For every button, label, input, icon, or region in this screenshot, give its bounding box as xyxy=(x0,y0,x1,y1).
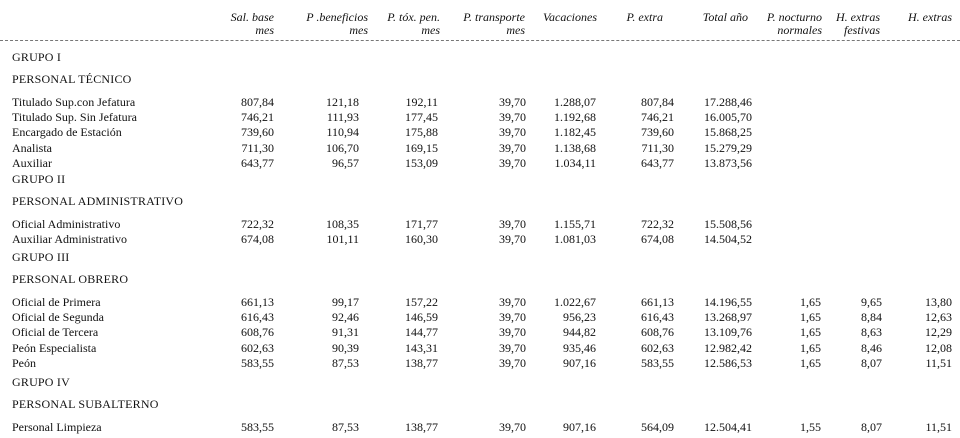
table-row xyxy=(0,141,960,155)
column-header-line1: P. transporte xyxy=(463,10,525,24)
value-cell: 16.005,70 xyxy=(704,110,752,125)
value-cell: 39,70 xyxy=(499,310,526,325)
value-cell: 1.138,68 xyxy=(554,140,596,155)
value-cell: 101,11 xyxy=(326,232,359,247)
value-cell: 39,70 xyxy=(499,140,526,155)
value-cell: 14.196,55 xyxy=(704,295,752,309)
value-cell: 661,13 xyxy=(641,295,674,309)
value-cell: 807,84 xyxy=(241,95,274,109)
value-cell: 39,70 xyxy=(499,217,526,231)
table-row xyxy=(0,341,960,355)
table-row xyxy=(0,95,960,109)
value-cell: 1,65 xyxy=(800,325,821,340)
value-cell: 111,93 xyxy=(326,110,359,125)
value-cell: 144,77 xyxy=(405,325,438,340)
value-cell: 96,57 xyxy=(332,155,359,170)
value-cell: 661,13 xyxy=(241,295,274,309)
value-cell: 807,84 xyxy=(641,95,674,109)
value-cell: 722,32 xyxy=(241,217,274,231)
job-title-cell: Oficial Administrativo xyxy=(12,217,121,231)
job-title-cell: Titulado Sup.con Jefatura xyxy=(12,95,136,109)
column-header xyxy=(231,11,274,37)
value-cell: 674,08 xyxy=(241,232,274,247)
table-row xyxy=(0,125,960,139)
category-heading: PERSONAL SUBALTERNO xyxy=(12,397,159,411)
value-cell: 13,80 xyxy=(925,295,952,309)
header-divider xyxy=(0,40,960,41)
value-cell: 87,53 xyxy=(332,420,359,434)
value-cell: 583,55 xyxy=(241,420,274,434)
group-heading: GRUPO II xyxy=(12,172,66,186)
value-cell: 160,30 xyxy=(405,232,438,247)
value-cell: 602,63 xyxy=(641,340,674,355)
table-row xyxy=(0,295,960,309)
value-cell: 1.034,11 xyxy=(554,155,596,170)
column-header-line1: P. extra xyxy=(626,10,663,24)
value-cell: 39,70 xyxy=(499,125,526,140)
group-heading: GRUPO I xyxy=(12,50,62,64)
value-cell: 1,65 xyxy=(800,310,821,325)
job-title-cell: Auxiliar Administrativo xyxy=(12,232,127,247)
column-header-line2: mes xyxy=(255,23,274,37)
value-cell: 608,76 xyxy=(241,325,274,340)
value-cell: 157,22 xyxy=(405,295,438,309)
value-cell: 643,77 xyxy=(241,155,274,170)
value-cell: 15.279,29 xyxy=(704,140,752,155)
value-cell: 8,46 xyxy=(861,340,882,355)
column-header-line1: P .beneficios xyxy=(306,10,368,24)
value-cell: 1.022,67 xyxy=(554,295,596,309)
value-cell: 138,77 xyxy=(405,420,438,434)
value-cell: 121,18 xyxy=(326,95,359,109)
value-cell: 13.268,97 xyxy=(704,310,752,325)
column-header xyxy=(627,11,663,24)
column-header-line1: H. extras xyxy=(908,10,952,24)
table-row xyxy=(0,217,960,231)
value-cell: 8,63 xyxy=(861,325,882,340)
category-heading: PERSONAL OBRERO xyxy=(12,272,129,286)
value-cell: 739,60 xyxy=(641,125,674,140)
column-header xyxy=(387,11,440,37)
job-title-cell: Oficial de Tercera xyxy=(12,325,99,340)
value-cell: 711,30 xyxy=(641,140,674,155)
job-title-cell: Personal Limpieza xyxy=(12,420,102,434)
value-cell: 12.586,53 xyxy=(704,355,752,370)
value-cell: 746,21 xyxy=(641,110,674,125)
column-header-line1: Sal. base xyxy=(230,10,274,24)
value-cell: 99,17 xyxy=(332,295,359,309)
value-cell: 169,15 xyxy=(405,140,438,155)
group-heading: GRUPO IV xyxy=(12,375,70,389)
value-cell: 564,09 xyxy=(641,420,674,434)
table-row xyxy=(0,310,960,324)
table-row xyxy=(0,325,960,339)
value-cell: 1,65 xyxy=(800,295,821,309)
table-row xyxy=(0,420,960,434)
value-cell: 1,65 xyxy=(800,340,821,355)
value-cell: 674,08 xyxy=(641,232,674,247)
value-cell: 722,32 xyxy=(641,217,674,231)
value-cell: 602,63 xyxy=(241,340,274,355)
value-cell: 1.081,03 xyxy=(554,232,596,247)
job-title-cell: Peón Especialista xyxy=(12,340,97,355)
value-cell: 138,77 xyxy=(405,355,438,370)
value-cell: 39,70 xyxy=(499,295,526,309)
value-cell: 8,07 xyxy=(861,355,882,370)
value-cell: 175,88 xyxy=(405,125,438,140)
value-cell: 1,55 xyxy=(800,420,821,434)
column-header xyxy=(703,11,748,24)
table-row xyxy=(0,356,960,370)
value-cell: 11,51 xyxy=(925,355,952,370)
value-cell: 907,16 xyxy=(563,355,596,370)
value-cell: 1.182,45 xyxy=(554,125,596,140)
value-cell: 583,55 xyxy=(241,355,274,370)
column-header-line2: mes xyxy=(506,23,525,37)
value-cell: 12,63 xyxy=(925,310,952,325)
value-cell: 1.288,07 xyxy=(554,95,596,109)
value-cell: 90,39 xyxy=(332,340,359,355)
table-row xyxy=(0,156,960,170)
column-header-line2: festivas xyxy=(844,23,880,37)
value-cell: 12.982,42 xyxy=(704,340,752,355)
value-cell: 643,77 xyxy=(641,155,674,170)
value-cell: 8,07 xyxy=(861,420,882,434)
category-heading: PERSONAL ADMINISTRATIVO xyxy=(12,194,184,208)
job-title-cell: Auxiliar xyxy=(12,155,52,170)
value-cell: 17.288,46 xyxy=(704,95,752,109)
column-header xyxy=(836,11,880,37)
value-cell: 583,55 xyxy=(641,355,674,370)
value-cell: 13.109,76 xyxy=(704,325,752,340)
table-row xyxy=(0,232,960,246)
value-cell: 143,31 xyxy=(405,340,438,355)
value-cell: 12.504,41 xyxy=(704,420,752,434)
value-cell: 92,46 xyxy=(332,310,359,325)
value-cell: 39,70 xyxy=(499,420,526,434)
value-cell: 15.508,56 xyxy=(704,217,752,231)
job-title-cell: Titulado Sup. Sin Jefatura xyxy=(12,110,137,125)
value-cell: 39,70 xyxy=(499,232,526,247)
column-header-line2: mes xyxy=(349,23,368,37)
value-cell: 12,29 xyxy=(925,325,952,340)
value-cell: 146,59 xyxy=(405,310,438,325)
column-header xyxy=(463,11,525,37)
column-header xyxy=(908,11,952,24)
value-cell: 39,70 xyxy=(499,355,526,370)
value-cell: 153,09 xyxy=(405,155,438,170)
value-cell: 11,51 xyxy=(925,420,952,434)
column-header-line1: P. tóx. pen. xyxy=(387,10,440,24)
value-cell: 956,23 xyxy=(563,310,596,325)
column-header-line1: Vacaciones xyxy=(543,10,597,24)
value-cell: 39,70 xyxy=(499,110,526,125)
value-cell: 110,94 xyxy=(326,125,359,140)
value-cell: 616,43 xyxy=(241,310,274,325)
column-header-line1: P. nocturno xyxy=(766,10,822,24)
table-row xyxy=(0,110,960,124)
value-cell: 1.192,68 xyxy=(554,110,596,125)
value-cell: 935,46 xyxy=(563,340,596,355)
column-header xyxy=(306,11,368,37)
value-cell: 739,60 xyxy=(241,125,274,140)
value-cell: 14.504,52 xyxy=(704,232,752,247)
value-cell: 608,76 xyxy=(641,325,674,340)
job-title-cell: Analista xyxy=(12,140,52,155)
column-header-line2: mes xyxy=(421,23,440,37)
value-cell: 616,43 xyxy=(641,310,674,325)
value-cell: 171,77 xyxy=(405,217,438,231)
column-header xyxy=(767,11,822,37)
value-cell: 106,70 xyxy=(326,140,359,155)
value-cell: 39,70 xyxy=(499,325,526,340)
column-header xyxy=(543,11,597,24)
value-cell: 907,16 xyxy=(563,420,596,434)
value-cell: 1.155,71 xyxy=(554,217,596,231)
value-cell: 87,53 xyxy=(332,355,359,370)
value-cell: 108,35 xyxy=(326,217,359,231)
job-title-cell: Oficial de Primera xyxy=(12,295,101,309)
job-title-cell: Encargado de Estación xyxy=(12,125,122,140)
column-header-line1: Total año xyxy=(702,10,748,24)
value-cell: 746,21 xyxy=(241,110,274,125)
value-cell: 39,70 xyxy=(499,155,526,170)
value-cell: 1,65 xyxy=(800,355,821,370)
value-cell: 91,31 xyxy=(332,325,359,340)
job-title-cell: Oficial de Segunda xyxy=(12,310,104,325)
value-cell: 711,30 xyxy=(241,140,274,155)
column-header-line1: H. extras xyxy=(836,10,880,24)
value-cell: 39,70 xyxy=(499,95,526,109)
value-cell: 9,65 xyxy=(861,295,882,309)
value-cell: 12,08 xyxy=(925,340,952,355)
value-cell: 15.868,25 xyxy=(704,125,752,140)
group-heading: GRUPO III xyxy=(12,250,70,264)
column-header-line2: normales xyxy=(777,23,822,37)
job-title-cell: Peón xyxy=(12,355,36,370)
value-cell: 8,84 xyxy=(861,310,882,325)
value-cell: 177,45 xyxy=(405,110,438,125)
value-cell: 192,11 xyxy=(405,95,438,109)
value-cell: 39,70 xyxy=(499,340,526,355)
value-cell: 13.873,56 xyxy=(704,155,752,170)
value-cell: 944,82 xyxy=(563,325,596,340)
category-heading: PERSONAL TÉCNICO xyxy=(12,72,132,86)
